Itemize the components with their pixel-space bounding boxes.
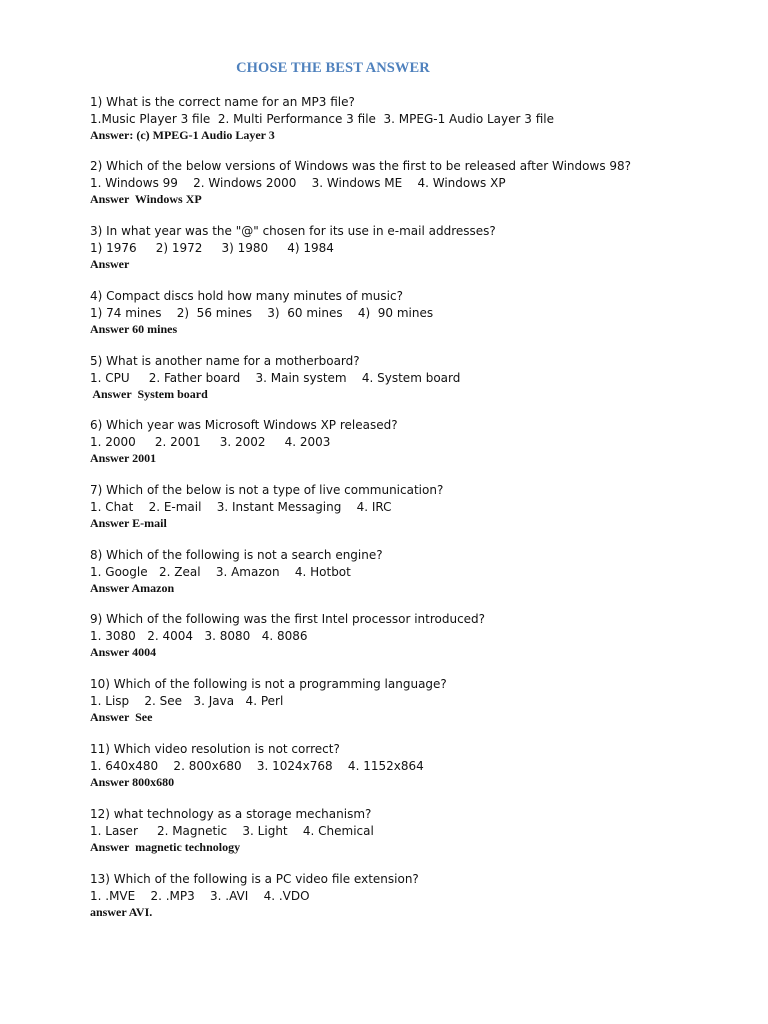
- question-options: 1. Lisp 2. See 3. Java 4. Perl: [90, 694, 284, 708]
- question-options: 1. 3080 2. 4004 3. 8080 4. 8086: [90, 629, 308, 643]
- question-block-10: [90, 676, 730, 725]
- question-block-5: [90, 353, 730, 402]
- question-options: 1. Chat 2. E-mail 3. Instant Messaging 4. IRC: [90, 500, 392, 514]
- page-title: CHOSE THE BEST ANSWER: [236, 60, 430, 76]
- question-text: 1) What is the correct name for an MP3 file?: [90, 95, 355, 109]
- question-block-9: [90, 611, 730, 660]
- question-block-1: [90, 94, 730, 143]
- question-options: 1. CPU 2. Father board 3. Main system 4. System board: [90, 371, 461, 385]
- question-block-2: [90, 158, 730, 207]
- question-answer: Answer 4004: [90, 645, 157, 659]
- question-text: 6) Which year was Microsoft Windows XP released?: [90, 418, 398, 432]
- question-text: 4) Compact discs hold how many minutes of music?: [90, 289, 403, 303]
- question-text: 2) Which of the below versions of Windows was the first to be released after Windows 98?: [90, 159, 632, 173]
- question-text: 9) Which of the following was the first Intel processor introduced?: [90, 612, 486, 626]
- question-options: 1. 640x480 2. 800x680 3. 1024x768 4. 1152x864: [90, 759, 424, 773]
- question-options: 1. 2000 2. 2001 3. 2002 4. 2003: [90, 435, 331, 449]
- question-text: 12) what technology as a storage mechanism?: [90, 807, 372, 821]
- question-options: 1. Google 2. Zeal 3. Amazon 4. Hotbot: [90, 565, 351, 579]
- question-text: 11) Which video resolution is not correct?: [90, 742, 340, 756]
- question-answer: Answer: (c) MPEG-1 Audio Layer 3: [90, 128, 275, 142]
- question-answer: Answer E-mail: [90, 516, 167, 530]
- question-text: 3) In what year was the "@" chosen for its use in e-mail addresses?: [90, 224, 496, 238]
- question-block-13: [90, 871, 730, 920]
- question-text: 13) Which of the following is a PC video file extension?: [90, 872, 419, 886]
- question-block-4: [90, 288, 730, 337]
- question-options: 1) 1976 2) 1972 3) 1980 4) 1984: [90, 241, 334, 255]
- question-text: 7) Which of the below is not a type of live communication?: [90, 483, 444, 497]
- question-block-3: [90, 223, 730, 272]
- question-answer: Answer See: [90, 710, 153, 724]
- question-answer: Answer: [90, 257, 130, 271]
- question-options: 1.Music Player 3 file 2. Multi Performance 3 file 3. MPEG-1 Audio Layer 3 file: [90, 112, 554, 126]
- question-answer: Answer System board: [90, 387, 208, 401]
- question-block-12: [90, 806, 730, 855]
- question-options: 1. Laser 2. Magnetic 3. Light 4. Chemical: [90, 824, 374, 838]
- question-answer: Answer 60 mines: [90, 322, 178, 336]
- question-block-8: [90, 547, 730, 596]
- question-answer: Answer 2001: [90, 451, 157, 465]
- question-text: 5) What is another name for a motherboard?: [90, 354, 360, 368]
- question-block-6: [90, 417, 730, 466]
- question-answer: Answer 800x680: [90, 775, 175, 789]
- question-block-11: [90, 741, 730, 790]
- question-answer: answer AVI.: [90, 905, 153, 919]
- question-text: 10) Which of the following is not a programming language?: [90, 677, 447, 691]
- question-block-7: [90, 482, 730, 531]
- question-options: 1) 74 mines 2) 56 mines 3) 60 mines 4) 90 mines: [90, 306, 434, 320]
- question-text: 8) Which of the following is not a search engine?: [90, 548, 383, 562]
- question-answer: Answer Amazon: [90, 581, 175, 595]
- question-options: 1. .MVE 2. .MP3 3. .AVI 4. .VDO: [90, 889, 310, 903]
- question-answer: Answer Windows XP: [90, 192, 202, 206]
- question-answer: Answer magnetic technology: [90, 840, 241, 854]
- question-options: 1. Windows 99 2. Windows 2000 3. Windows ME 4. Windows XP: [90, 176, 506, 190]
